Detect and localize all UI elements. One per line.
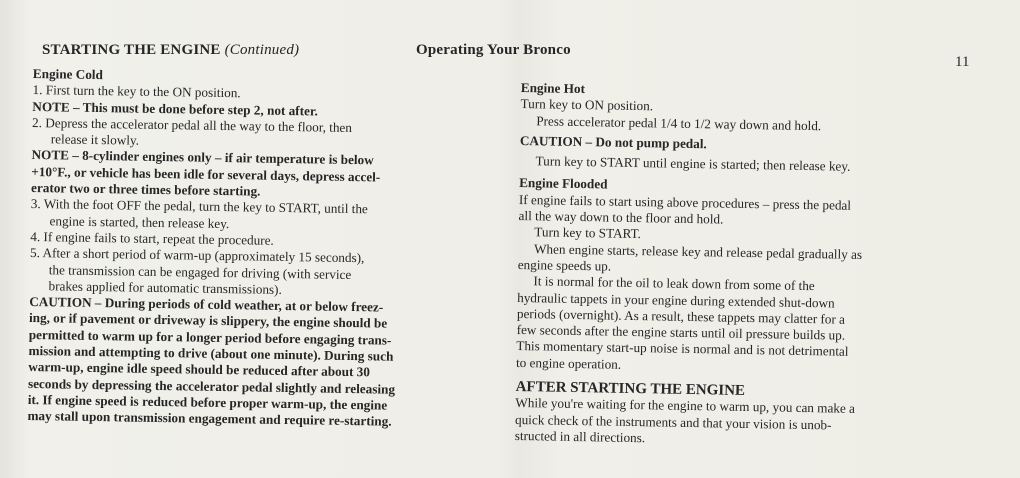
flood-line-1: If engine fails to start using above procedures – press the pedal <box>518 191 852 213</box>
engine-hot-heading: Engine Hot <box>520 80 586 97</box>
caution-line-3: permitted to warm up for a longer period before engaging trans- <box>28 326 392 348</box>
oil-line-5: This momentary start-up noise is normal and is not detrimental <box>516 338 849 360</box>
left-column <box>27 66 493 432</box>
flood-line-5: engine speeds up. <box>517 256 612 274</box>
note-1: NOTE – This must be done before step 2, not after. <box>32 98 318 119</box>
right-column <box>515 80 968 452</box>
note-2-end: erator two or three times before starting. <box>30 180 261 199</box>
flood-line-4: When engine starts, release key and release pedal gradually as <box>533 240 863 262</box>
step-2: 2. Depress the accelerator pedal all the way to the floor, then <box>31 114 353 135</box>
page-number: 11 <box>955 54 970 70</box>
note-2-cont: +10°F., or vehicle has been idle for several days, depress accel- <box>31 163 381 185</box>
caution-line-6: seconds by depressing the accelerator pedal slightly and releasing <box>27 375 396 397</box>
section-continued: (Continued) <box>224 42 300 58</box>
note-2: NOTE – 8-cylinder engines only – if air temperature is below <box>31 147 374 168</box>
engine-flooded-heading: Engine Flooded <box>519 175 608 193</box>
hot-caution: CAUTION – Do not pump pedal. <box>519 132 707 152</box>
after-line-3: structed in all directions. <box>514 427 646 446</box>
step-5-cont: the transmission can be engaged for driving (with service <box>48 261 352 282</box>
hot-step-2: Press accelerator pedal 1/4 to 1/2 way down and hold. <box>536 112 822 133</box>
caution-line-4: mission and attempting to drive (about one minute). During such <box>28 343 394 364</box>
oil-line-4: few seconds after the engine starts until oil pressure builds up. <box>516 322 846 343</box>
flood-line-2: all the way down to the floor and hold. <box>518 208 724 227</box>
step-4: 4. If engine fails to start, repeat the procedure. <box>30 228 274 248</box>
oil-line-3: periods (overnight). As a result, these tappets may clatter for a <box>516 305 846 327</box>
caution-line-2: ing, or if pavement or driveway is slippery, the engine should be <box>28 310 388 332</box>
step-1: 1. First turn the key to the ON position. <box>32 82 241 101</box>
section-heading <box>42 42 299 59</box>
hot-step-3: Turn key to START until engine is started; then release key. <box>535 153 851 174</box>
oil-line-6: to engine operation. <box>515 354 622 372</box>
caution-line-7: it. If engine speed is reduced before proper warm-up, the engine <box>27 391 388 413</box>
caution-line-1: CAUTION – During periods of cold weather, at or below freez- <box>29 294 384 315</box>
engine-cold-heading: Engine Cold <box>32 66 103 83</box>
caution-line-5: warm-up, engine idle speed should be reduced after about 30 <box>28 359 371 380</box>
oil-line-1: It is normal for the oil to leak down from some of the <box>533 273 815 294</box>
page-title: Operating Your Bronco <box>416 42 571 58</box>
after-line-1: While you're waiting for the engine to warm up, you can make a <box>515 395 856 417</box>
step-3-cont: engine is started, then release key. <box>49 212 230 231</box>
oil-line-2: hydraulic tappets in your engine during extended shut-down <box>517 289 835 311</box>
step-5: 5. After a short period of warm-up (approximately 15 seconds), <box>29 245 365 266</box>
caution-line-8: may stall upon transmission engagement and require re-starting. <box>27 408 392 429</box>
flood-line-3: Turn key to START. <box>534 224 642 242</box>
step-3: 3. With the foot OFF the pedal, turn the key to START, until the <box>30 196 368 217</box>
hot-step-1: Turn key to ON position. <box>520 96 654 114</box>
step-2-cont: release it slowly. <box>50 131 140 148</box>
section-title: STARTING THE ENGINE <box>42 42 221 58</box>
after-starting-heading: AFTER STARTING THE ENGINE <box>515 379 746 400</box>
after-line-2: quick check of the instruments and that your vision is unob- <box>514 411 832 433</box>
step-5-end: brakes applied for automatic transmissions). <box>48 278 282 297</box>
